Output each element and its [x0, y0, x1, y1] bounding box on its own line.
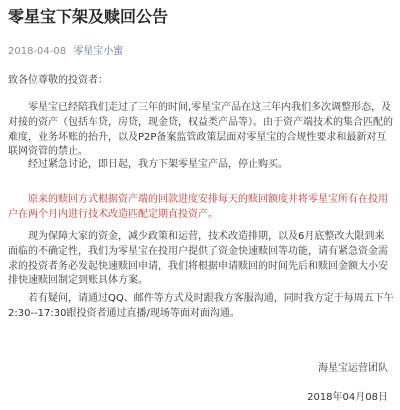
paragraph-delisting: 经过紧急讨论，即日起，我方下架零星宝产品，停止购买。	[28, 159, 288, 170]
signature-date: 2018年04月08日	[307, 392, 388, 403]
publish-date: 2018-04-08	[8, 46, 67, 57]
account-name-link[interactable]: 零星宝小蜜	[73, 46, 124, 57]
signature: 海星宝运营团队	[318, 363, 388, 374]
paragraph-contact: 若有疑问，请通过QQ、邮件等方式及时跟我方客服沟通，同时我方定于每周五下午2:30--17:30跟投资者通过直播/现场等面对面沟通。	[8, 293, 394, 319]
paragraph-background: 零星宝已经陪我们走过了三年的时间,零星宝产品在这三年内我们多次调整形态，及对接的资产（包括车贷，房贷，现金贷，权益类产品等）。由于资产端技术的集合匹配的难度，业务坏账的抬升，以及P2P备案监管政策层面对零星宝的合规性要求和最新对互联网资管的禁止。	[8, 102, 393, 158]
article-meta	[8, 45, 123, 59]
paragraph-fast-redemption: 现为保障大家的资金，减少政策和运营，技术改造排期，以及6月底整改大限到来面临的不确定性，我们为零星宝在投用户提供了资金快速赎回等功能，请有紧急资金需求的投资者务必发起快速赎回申请，我们将根据申请赎回的时间先后和赎回金额大小安排快速赎回制定到账具体方案。	[8, 231, 388, 287]
paragraph-original-redemption: 原来的赎回方式根据资产端的回款进度安排每天的赎回额度并将零星宝所有在投用户在两个月内进行技术改造匹配定期直投资产。	[8, 194, 388, 220]
article-title: 零星宝下架及赎回公告	[8, 7, 169, 26]
greeting: 致各位尊敬的投资者：	[8, 75, 108, 86]
